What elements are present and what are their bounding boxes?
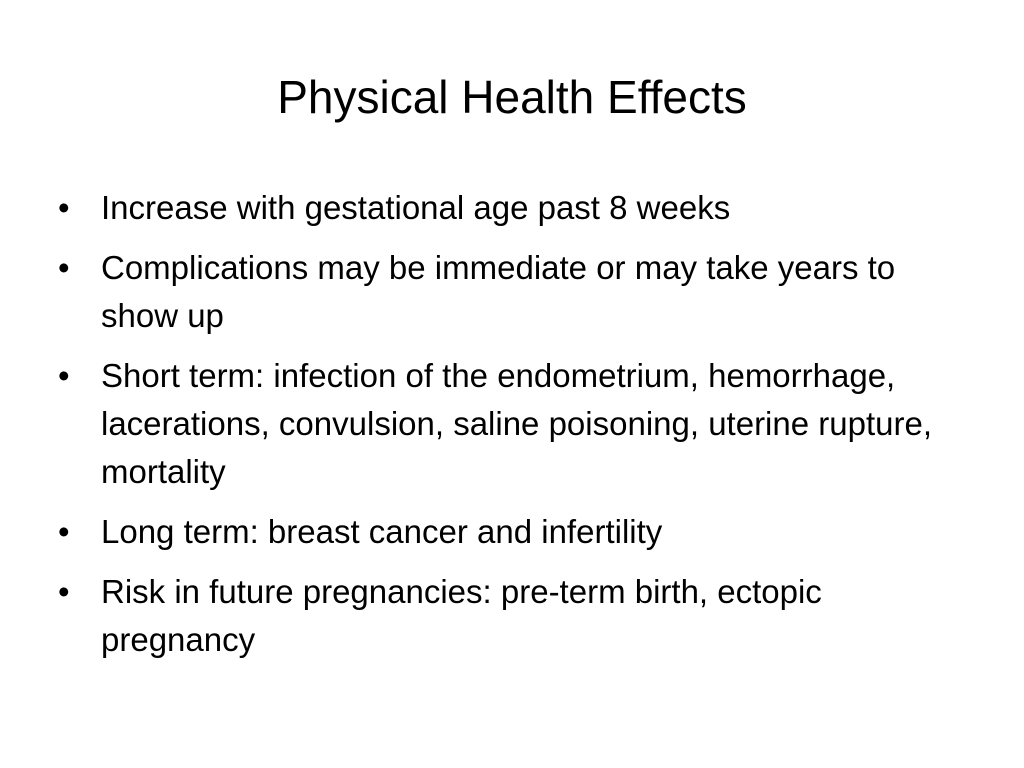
- bullet-item: [56, 352, 968, 496]
- slide-title: Physical Health Effects: [277, 71, 747, 123]
- bullet-text: Long term: breast cancer and infertility: [101, 513, 663, 550]
- bullet-item: [56, 568, 968, 664]
- bullet-text: Risk in future pregnancies: pre-term birth, ectopic pregnancy: [101, 573, 822, 658]
- bullet-item: [56, 244, 968, 340]
- bullet-item: [56, 508, 968, 556]
- bullet-icon: •: [58, 357, 70, 394]
- bullet-icon: •: [58, 513, 70, 550]
- bullet-list: [56, 184, 968, 676]
- bullet-item: [56, 184, 968, 232]
- bullet-text: Increase with gestational age past 8 weeks: [101, 189, 731, 226]
- bullet-icon: •: [58, 249, 70, 286]
- bullet-icon: •: [58, 189, 70, 226]
- bullet-text: Complications may be immediate or may take years to show up: [101, 249, 896, 334]
- bullet-icon: •: [58, 573, 70, 610]
- bullet-text: Short term: infection of the endometrium, hemorrhage, lacerations, convulsion, saline poisoning, uterine rupture, mortality: [101, 357, 932, 490]
